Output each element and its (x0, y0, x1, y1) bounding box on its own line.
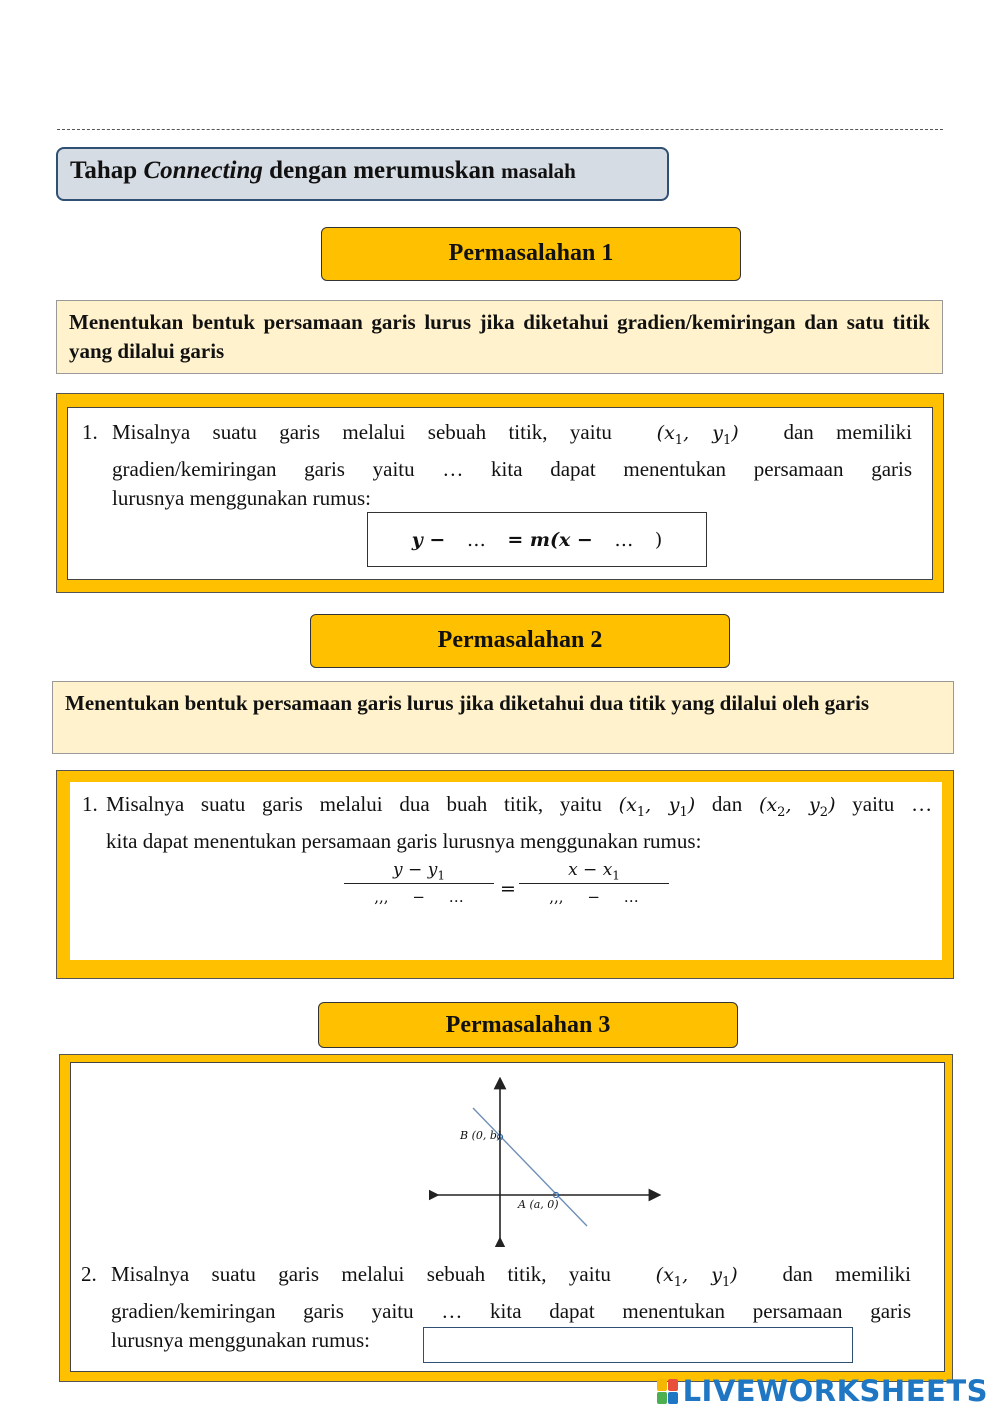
point-x1-y1: ($x_1$, $y_1$) (655, 1264, 738, 1290)
stage-middle: dengan merumuskan (262, 157, 502, 184)
item-number: 2. (81, 1262, 97, 1286)
label-a: A (a, 0) (518, 1198, 559, 1211)
fraction-left-denominator: ,,, − … (374, 888, 464, 906)
item-number: 1. (82, 420, 98, 444)
den-blank-a[interactable]: ,,, (374, 888, 389, 906)
stage-small: masalah (501, 159, 576, 183)
text-segment: dan (711, 792, 743, 816)
stage-heading (56, 147, 669, 201)
text-segment: Misalnya suatu garis melalui sebuah titik, yaitu (111, 1262, 611, 1286)
text-segment: gradien/kemiringan garis yaitu (112, 456, 415, 481)
text-segment: dan memiliki (783, 420, 912, 444)
formula-point-slope (367, 512, 707, 567)
text-segment: Misalnya suatu garis melalui sebuah titik, yaitu (112, 420, 612, 444)
formula-blank-1[interactable]: … (466, 528, 486, 551)
equals-sign: = (500, 878, 516, 900)
point-1: ($x_1$, $y_1$) (618, 794, 696, 820)
formula-left: y − (411, 528, 446, 551)
text-segment: kita dapat menentukan persamaan garis (490, 1298, 912, 1323)
blank-gradient[interactable]: … (441, 1298, 463, 1323)
intercept-graph (429, 1077, 669, 1247)
text-segment: dan memiliki (782, 1262, 911, 1286)
den-blank-b[interactable]: … (623, 888, 639, 906)
text-segment: gradien/kemiringan garis yaitu (111, 1298, 414, 1323)
brand-text: LIVEWORKSHEETS (682, 1374, 988, 1408)
problem-1-frame (56, 393, 944, 593)
item-text (112, 418, 912, 513)
blank-gradient[interactable]: … (442, 456, 464, 481)
fraction-right (519, 857, 669, 910)
problem-1-description: Menentukan bentuk persamaan garis lurus jika diketahui gradien/kemiringan dan satu titik yang dilalui garis (56, 300, 943, 374)
text-segment: Misalnya suatu garis melalui dua buah titik, yaitu (106, 792, 602, 816)
fraction-right-denominator: ,,, − … (549, 888, 639, 906)
label-b: B (0, b) (460, 1129, 502, 1142)
text-segment: lurusnya menggunakan rumus: (112, 485, 371, 510)
brand-mark-icon (657, 1379, 678, 1404)
problem-1-item (82, 418, 912, 508)
text-segment: yaitu (852, 792, 895, 816)
blank-answer[interactable]: … (911, 792, 933, 816)
brand-logo (657, 1374, 988, 1408)
answer-input-box[interactable] (423, 1327, 853, 1363)
text-segment: kita dapat menentukan persamaan garis lurusnya menggunakan rumus: (106, 828, 702, 853)
text-segment: kita dapat menentukan persamaan garis (491, 456, 913, 481)
problem-2-content (70, 782, 942, 960)
item-text (106, 790, 932, 856)
problem-3-content (70, 1062, 945, 1372)
problem-2-frame (56, 770, 954, 979)
den-blank-a[interactable]: ,,, (549, 888, 564, 906)
formula-mid: = m(x − (507, 528, 593, 551)
fraction-left (344, 857, 494, 910)
item-number: 1. (82, 792, 98, 816)
fraction-left-numerator: $y - y_1$ (393, 860, 445, 883)
point-2: ($x_2$, $y_2$) (759, 794, 836, 820)
fraction-right-numerator: $x - x_1$ (568, 860, 620, 883)
formula-right: ) (654, 528, 663, 551)
problem-2-item (82, 790, 933, 853)
point-x1-y1: ($x_1$, $y_1$) (656, 422, 739, 448)
stage-italic: Connecting (143, 157, 263, 184)
formula-blank-2[interactable]: … (614, 528, 634, 551)
problem-1-title: Permasalahan 1 (321, 227, 741, 281)
problem-3-frame (59, 1054, 953, 1382)
dashed-separator (57, 129, 943, 130)
problem-2-title: Permasalahan 2 (310, 614, 730, 668)
problem-2-description: Menentukan bentuk persamaan garis lurus jika diketahui dua titik yang dilalui oleh garis (52, 681, 954, 754)
stage-prefix: Tahap (70, 157, 144, 184)
problem-3-title: Permasalahan 3 (318, 1002, 738, 1048)
text-segment: lurusnya menggunakan rumus: (111, 1327, 370, 1352)
den-blank-b[interactable]: … (448, 888, 464, 906)
problem-1-content (67, 407, 933, 580)
